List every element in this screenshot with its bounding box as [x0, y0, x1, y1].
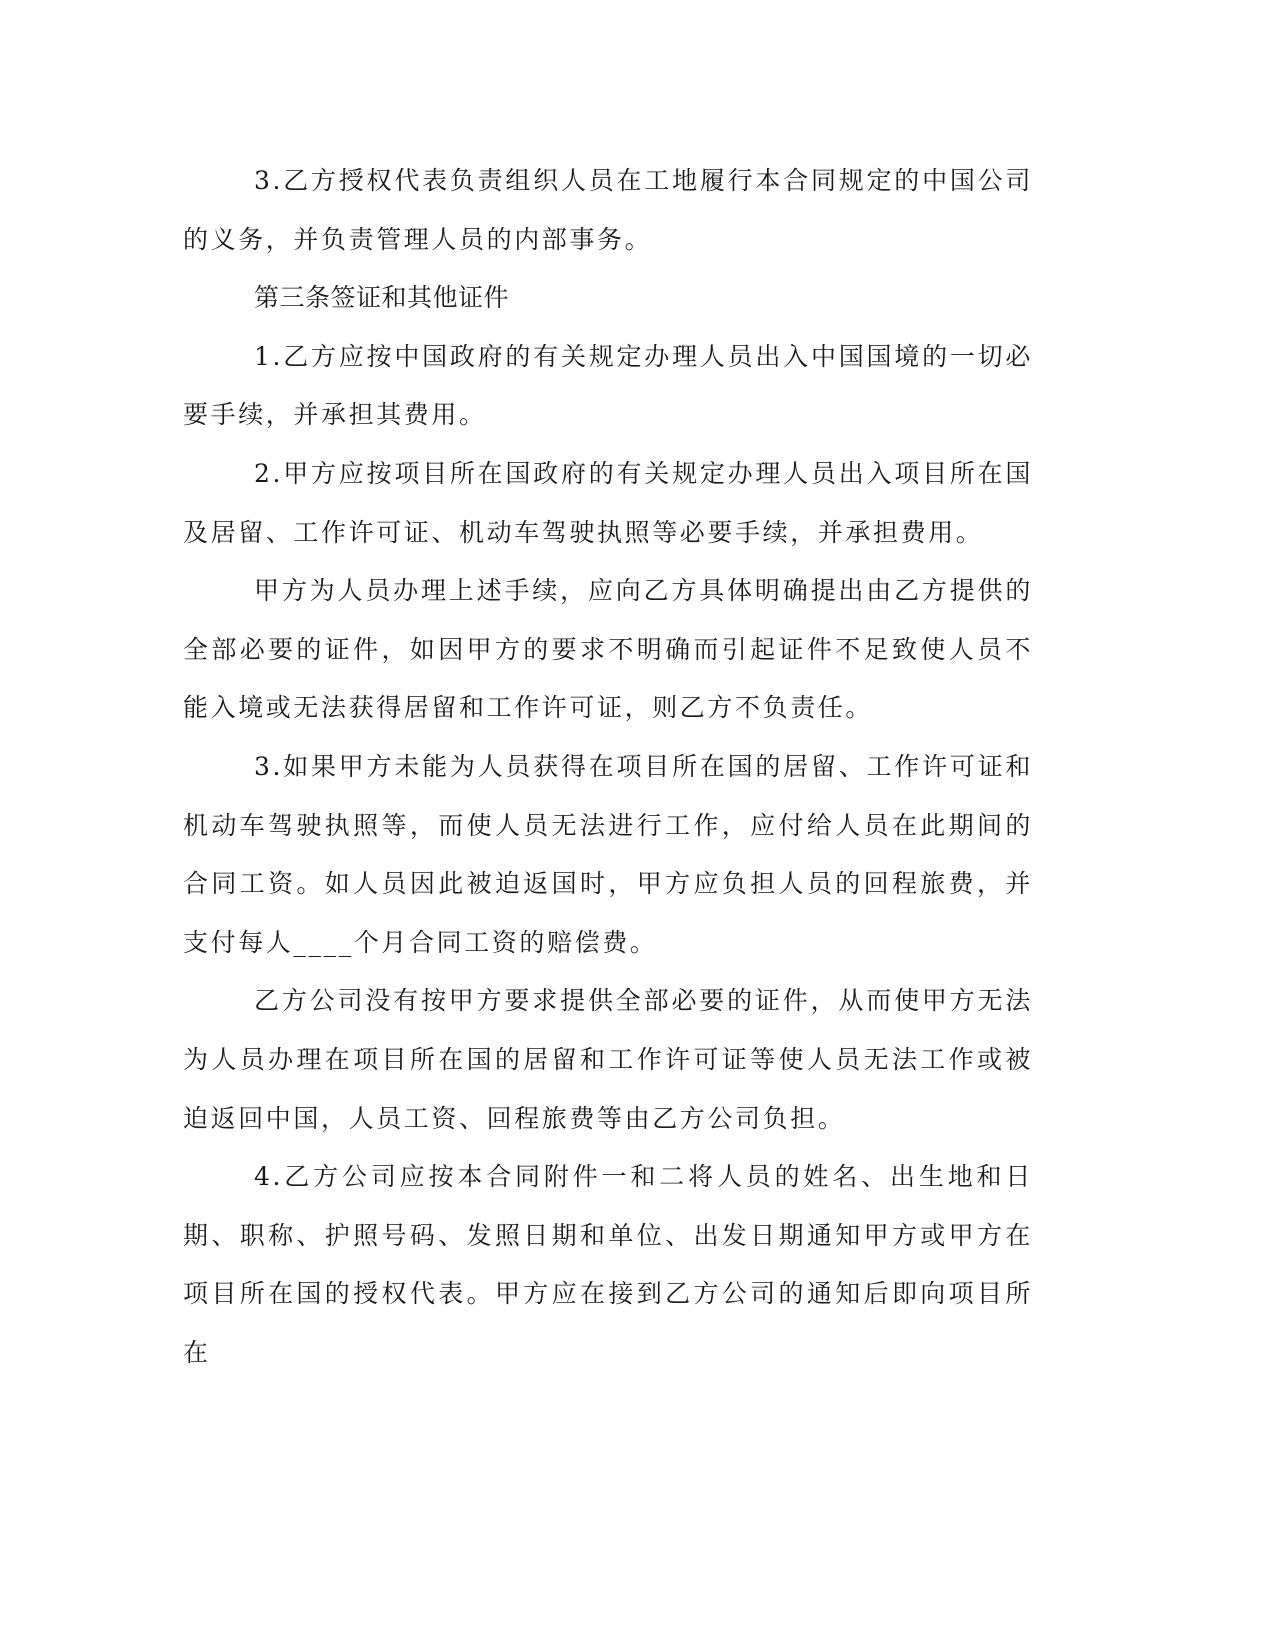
paragraph-party-b-liability: 乙方公司没有按甲方要求提供全部必要的证件，从而使甲方无法为人员办理在项目所在国的居留和工作许可证等使人员无法工作或被迫返回中国，人员工资、回程旅费等由乙方公司负担。 — [183, 986, 1033, 1133]
document-body — [183, 152, 1033, 1382]
paragraph-clause-2-host-country: 2.甲方应按项目所在国政府的有关规定办理人员出入项目所在国及居留、工作许可证、机动车驾驶执照等必要手续，并承担费用。 — [183, 458, 1033, 547]
paragraph-clause-3-representative: 3.乙方授权代表负责组织人员在工地履行本合同规定的中国公司的义务，并负责管理人员的内部事务。 — [183, 166, 1033, 254]
paragraph-clause-3-compensation: 3.如果甲方未能为人员获得在项目所在国的居留、工作许可证和机动车驾驶执照等，而使人员无法进行工作，应付给人员在此期间的合同工资。如人员因此被迫返国时，甲方应负担人员的回程旅费，并支付每人____个月合同工资的赔偿费。 — [183, 751, 1033, 957]
paragraph-clause-4-notification: 4.乙方公司应按本合同附件一和二将人员的姓名、出生地和日期、职称、护照号码、发照日期和单位、出发日期通知甲方或甲方在项目所在国的授权代表。甲方应在接到乙方公司的通知后即向项目所在 — [183, 1162, 1033, 1367]
paragraph-documents-requirement: 甲方为人员办理上述手续，应向乙方具体明确提出由乙方提供的全部必要的证件，如因甲方的要求不明确而引起证件不足致使人员不能入境或无法获得居留和工作许可证，则乙方不负责任。 — [183, 576, 1033, 723]
paragraph-clause-1-china-exit: 1.乙方应按中国政府的有关规定办理人员出入中国国境的一切必要手续，并承担其费用。 — [183, 341, 1033, 430]
section-heading-article-3: 第三条签证和其他证件 — [254, 283, 510, 313]
